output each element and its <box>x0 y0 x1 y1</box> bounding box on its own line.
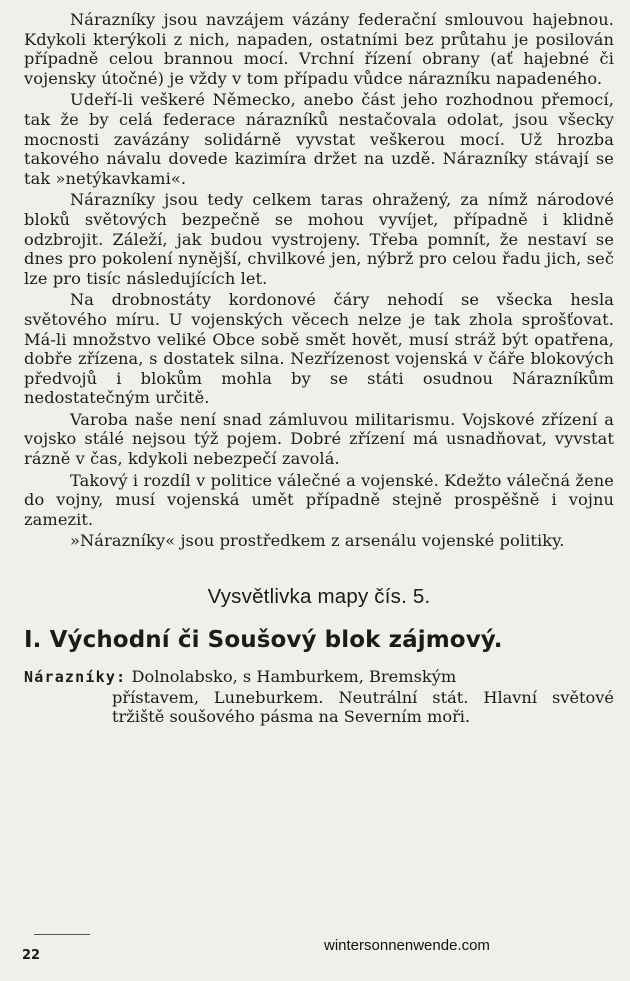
paragraph-1 <box>24 10 614 88</box>
paragraph-text: Nárazníky jsou tedy celkem taras ohražený, za nímž národové bloků světových bezpečně se mohou vyvíjet, případně i klidně odzbrojit. Záleží, jak budou vystrojeny. Třeba pomnít, že nestaví se dnes pro pokolení nynější, chvilkové jen, nýbrž pro celou řadu jich, seč lze pro tisíc následujících let. <box>24 190 614 288</box>
entry-buffer-states <box>24 667 614 727</box>
entry-continuation: přístavem, Luneburkem. Neutrální stát. Hlavní světové tržiště soušového pásma na Severním moři. <box>112 687 614 727</box>
paragraph-2 <box>24 90 614 188</box>
paragraph-7 <box>24 531 614 551</box>
watermark: wintersonnenwende.com <box>324 937 490 954</box>
body-text <box>24 10 614 551</box>
paragraph-text: Varoba naše není snad zámluvou militarismu. Vojskové zřízení a vojsko stálé nejsou týž pojem. Dobré zřízení má usnadňovat, vyvstat rázně v čas, kdykoli nebezpečí zavolá. <box>24 409 614 469</box>
page-number: 22 <box>22 948 41 963</box>
paragraph-6 <box>24 471 614 530</box>
section-heading: I. Východní či Soušový blok zájmový. <box>24 627 503 654</box>
map-caption: Vysvětlivka mapy čís. 5. <box>207 585 431 609</box>
entry-first-text: Dolnolabsko, s Hamburkem, Bremským <box>131 667 457 687</box>
footnote-rule <box>34 934 90 935</box>
paragraph-text: Takový i rozdíl v politice válečné a vojenské. Kdežto válečná žene do vojny, musí vojenská umět případně stejně prospěšně i vojnu zamezit. <box>24 470 614 529</box>
paragraph-text: Na drobnostáty kordonové čáry nehodí se všecka hesla světového míru. U vojenských věcech nelze je tak zhola sprošťovat. Má-li množstvo veliké Obce sobě smět hovět, musí stráž být opatřena, dobře zřízena, s dostatek silna. Nezřízenost vojenská v čáře blokových předvojů i blokům mohla by se státi osudnou Nárazníkům nedostatečným určitě. <box>24 290 614 408</box>
paragraph-text: Udeří-li veškeré Německo, anebo část jeho rozhodnou přemocí, tak že by celá federace nárazníků nestačovala odolat, jsou všecky mocnosti zavázány solidárně vyvstat veškerou mocí. Už hrozba takového návalu dovede kazimíra držet na uzdě. Nárazníky stávají se tak »netýkavkami«. <box>24 90 614 188</box>
paragraph-4 <box>24 290 614 408</box>
entry-first-line <box>24 667 614 688</box>
paragraph-text: Nárazníky jsou navzájem vázány federační smlouvou hajebnou. Kdykoli kterýkoli z nich, napaden, ostatními bez průtahu je posilován případně celou brannou mocí. Vrchní řízení obrany (ať hajebné či vojensky útočné) je vždy v tom případu vůdce nárazníku napadeného. <box>24 10 614 88</box>
entry-term: Nárazníky: <box>24 668 127 687</box>
paragraph-3 <box>24 190 614 288</box>
paragraph-text: »Nárazníky« jsou prostředkem z arsenálu vojenské politiky. <box>70 531 565 551</box>
paragraph-5 <box>24 410 614 469</box>
